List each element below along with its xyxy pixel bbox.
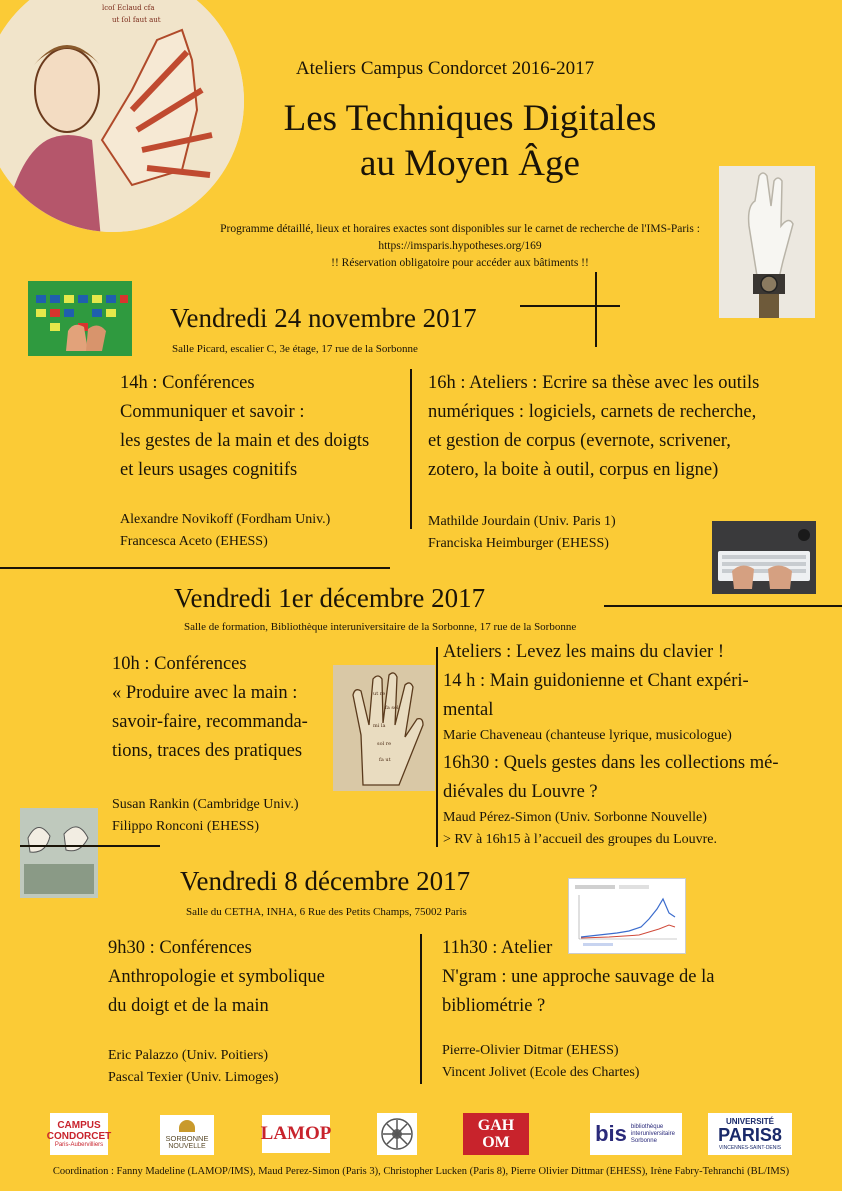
divider-day1-day2 (0, 567, 390, 569)
day3-left-block (108, 934, 325, 1021)
speaker: Franciska Heimburger (EHESS) (428, 536, 609, 551)
speaker: Susan Rankin (Cambridge Univ.) (112, 797, 299, 812)
day3-column-divider (420, 934, 422, 1084)
logo-bis (590, 1113, 682, 1155)
manuscript-hands-photo (20, 808, 98, 898)
rosette-icon (380, 1117, 414, 1151)
series-title: Ateliers Campus Condorcet 2016-2017 (295, 58, 595, 79)
svg-text:ut ſol faut aut: ut ſol faut aut (112, 16, 161, 24)
day1-venue: Salle Picard, escalier C, 3e étage, 17 rue de la Sorbonne (172, 343, 418, 355)
title-line-2: au Moyen Âge (360, 143, 580, 184)
logo-paris8-text-3: VINCENNES-SAINT-DENIS (718, 1145, 782, 1151)
day2-right-block (443, 638, 779, 851)
divider-day2-day3 (20, 845, 160, 847)
divider-cross-horizontal (520, 305, 620, 307)
day1-right-line: et gestion de corpus (evernote, scrivener, (428, 431, 731, 451)
page-title (220, 96, 720, 186)
day3-left-line: 9h30 : Conférences (108, 938, 252, 958)
guidonian-hand-photo (333, 665, 435, 791)
svg-text:lcoſ Eclaud cfa: lcoſ Eclaud cfa (102, 4, 155, 12)
logo-bis-text-2: bibliothèque interuniversitaire Sorbonne (630, 1123, 675, 1144)
day1-right-line: 16h : Ateliers : Ecrire sa thèse avec les outils (428, 373, 760, 393)
divider-cross-vertical (595, 272, 597, 347)
speaker: Eric Palazzo (Univ. Poitiers) (108, 1048, 269, 1063)
day2-right-session2: 16h30 : Quels gestes dans les collections mé- (443, 753, 779, 773)
day2-left-line: savoir-faire, recommanda- (112, 712, 308, 732)
logo-gahom-text-2: OM (482, 1134, 510, 1151)
program-info (180, 221, 740, 272)
logo-bis-text-1: bis (595, 1121, 627, 1146)
robot-hand-photo (719, 166, 815, 318)
day2-right-speaker2: Maud Pérez-Simon (Univ. Sorbonne Nouvelle) (443, 810, 707, 825)
day1-column-divider (410, 369, 412, 529)
day1-date: Vendredi 24 novembre 2017 (170, 303, 477, 333)
day2-date: Vendredi 1er décembre 2017 (174, 583, 486, 613)
svg-text:sol re: sol re (377, 741, 392, 747)
day2-right-session2-cont: diévales du Louvre ? (443, 782, 598, 802)
day2-right-session1-cont: mental (443, 700, 494, 720)
day3-right-speakers (442, 1040, 639, 1084)
divider-day2-right (604, 605, 842, 607)
speaker: Mathilde Jourdain (Univ. Paris 1) (428, 514, 616, 529)
logo-sorbonne-nouvelle (160, 1115, 214, 1155)
day3-left-line: Anthropologie et symbolique (108, 967, 325, 987)
day2-left-speakers (112, 794, 299, 838)
info-warning: !! Réservation obligatoire pour accéder aux bâtiments !! (331, 257, 589, 269)
logo-paris8-text-2: PARIS8 (718, 1125, 782, 1145)
coordination-footer: Coordination : Fanny Madeline (LAMOP/IMS), Maud Perez-Simon (Paris 3), Christopher Lucken (Paris 8), Pierre Olivier Dittmar (EHESS), Irène Fabry-Tehranchi (BL/IMS) (52, 1166, 790, 1177)
logo-rosette (377, 1113, 417, 1155)
speaker: Pierre-Olivier Ditmar (EHESS) (442, 1043, 619, 1058)
speaker: Alexandre Novikoff (Fordham Univ.) (120, 512, 331, 527)
logo-campus-text-1: CAMPUS (57, 1120, 101, 1131)
day1-right-block (428, 369, 759, 485)
day3-right-line: 11h30 : Atelier (442, 938, 553, 958)
day1-left-line: les gestes de la main et des doigts (120, 431, 370, 451)
laptop-keyboard-photo (712, 521, 816, 594)
logo-lamop-text: LAMOP (260, 1123, 332, 1144)
day2-column-divider (436, 647, 438, 847)
svg-text:mi la: mi la (373, 723, 386, 729)
day1-right-speakers (428, 511, 616, 555)
day3-left-speakers (108, 1045, 278, 1089)
logo-sorbonne-text-2: NOUVELLE (168, 1142, 206, 1150)
logo-sorbonne-text-1: SORBONNE (165, 1133, 209, 1143)
day1-left-line: et leurs usages cognitifs (120, 460, 298, 480)
speaker: Vincent Jolivet (Ecole des Chartes) (442, 1065, 640, 1080)
day1-right-line: numériques : logiciels, carnets de recherche, (428, 402, 757, 422)
logo-paris8-text-1: UNIVERSITÉ (725, 1117, 774, 1126)
medieval-hand-illustration (0, 0, 244, 232)
logo-gahom-text-1: GAH (477, 1117, 515, 1134)
day2-left-line: « Produire avec la main : (112, 683, 298, 703)
day1-left-speakers (120, 509, 330, 553)
day2-right-ateliers: Ateliers : Levez les mains du clavier ! (443, 642, 724, 662)
day1-left-line: 14h : Conférences (120, 373, 255, 393)
day1-right-line: zotero, la boite à outil, corpus en ligne) (428, 460, 719, 480)
title-line-1: Les Techniques Digitales (283, 98, 657, 139)
info-url[interactable]: https://imsparis.hypotheses.org/169 (378, 240, 542, 252)
speaker: Francesca Aceto (EHESS) (120, 534, 268, 549)
day3-left-line: du doigt et de la main (108, 996, 269, 1016)
speaker: Pascal Texier (Univ. Limoges) (108, 1070, 279, 1085)
svg-text:ut re: ut re (373, 691, 386, 697)
keyboard-hands-photo (28, 281, 132, 356)
day2-right-meeting: > RV à 16h15 à l’accueil des groupes du Louvre. (443, 832, 717, 847)
day3-venue: Salle du CETHA, INHA, 6 Rue des Petits Champs, 75002 Paris (186, 906, 467, 918)
logo-campus-text-3: Paris-Aubervilliers (54, 1142, 104, 1148)
day2-right-speaker1: Marie Chaveneau (chanteuse lyrique, musicologue) (443, 728, 732, 743)
logo-campus-condorcet (46, 1113, 112, 1155)
speaker: Filippo Ronconi (EHESS) (112, 819, 260, 834)
logo-gahom (463, 1113, 529, 1155)
day1-left-line: Communiquer et savoir : (120, 402, 305, 422)
day3-date: Vendredi 8 décembre 2017 (180, 866, 471, 896)
day3-right-line: bibliométrie ? (442, 996, 546, 1016)
day2-right-session1: 14 h : Main guidonienne et Chant expéri- (443, 671, 749, 691)
day2-left-line: 10h : Conférences (112, 654, 247, 674)
svg-text:fa ut: fa ut (379, 757, 391, 763)
day2-venue: Salle de formation, Bibliothèque interuniversitaire de la Sorbonne, 17 rue de la Sorbonne (184, 621, 577, 633)
day2-left-block (112, 650, 308, 766)
svg-text:fa sol: fa sol (385, 705, 399, 711)
day3-right-block (442, 934, 715, 1021)
day2-left-line: tions, traces des pratiques (112, 741, 303, 761)
logo-paris8 (708, 1113, 792, 1155)
day3-right-line: N'gram : une approche sauvage de la (442, 967, 715, 987)
logo-campus-text-2: CONDORCET (46, 1131, 112, 1142)
logo-lamop (262, 1115, 330, 1153)
info-line-1: Programme détaillé, lieux et horaires exactes sont disponibles sur le carnet de recherche de l'IMS-Paris : (220, 223, 700, 235)
sorbonne-emblem-icon (179, 1120, 195, 1132)
day1-left-block (120, 369, 369, 485)
